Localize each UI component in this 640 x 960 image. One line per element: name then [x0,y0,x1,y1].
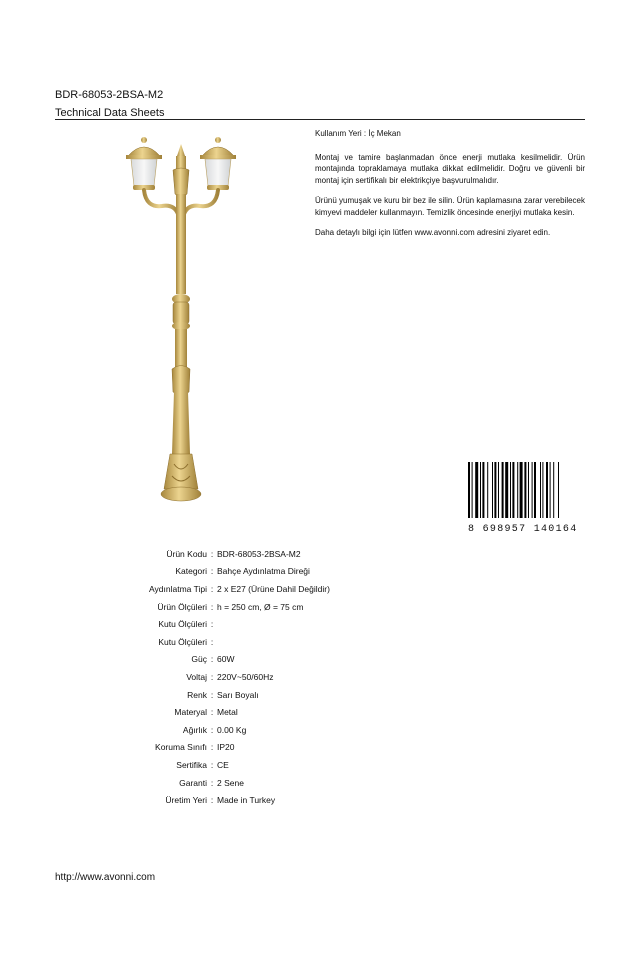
spec-key: Kutu Ölçüleri [158,619,207,630]
usage-location: Kullanım Yeri : İç Mekan [315,129,401,138]
lamp-shaft-lower [172,392,190,454]
spec-separator: : [210,636,214,647]
spec-value: 0.00 Kg [217,724,247,735]
spec-separator: : [210,654,214,665]
lamp-shaft-upper [176,194,186,294]
spec-value: Made in Turkey [217,795,276,806]
spec-row [55,721,555,739]
spec-separator: : [210,795,214,806]
barcode-bar [550,462,551,518]
spec-key: Materyal [174,707,207,718]
lamp-base [161,454,201,501]
lamp-post-image [118,134,248,509]
spec-row [55,703,555,721]
spec-key: Güç [191,654,207,665]
spec-key: Üretim Yeri [165,795,207,806]
barcode-bar [502,462,504,518]
safety-paragraph: Montaj ve tamire başlanmadan önce enerji mutlaka kesilmelidir. Ürün montajında topraklamaya mutlaka dikkat edilmelidir. Doğru ve güvenli bir montaj için sertifikalı bir elektrikçiye başvurulmalıdır. [315,152,585,185]
barcode-bar [528,462,529,518]
barcode-bar [498,462,499,518]
footer-url: http://www.avonni.com [55,872,156,883]
spec-key: Ürün Ölçüleri [157,601,207,612]
document-header [55,86,164,122]
barcode-bar [542,462,543,518]
spec-value: Bahçe Aydınlatma Direği [217,566,310,577]
barcode-bar [534,462,536,518]
spec-row [55,598,555,616]
spec-row [55,545,555,563]
spec-key: Renk [187,689,207,700]
usage-info [315,128,585,248]
product-code-title: BDR-68053-2BSA-M2 [55,89,164,101]
spec-value: h = 250 cm, Ø = 75 cm [217,601,304,612]
spec-row [55,774,555,792]
spec-key: Koruma Sınıfı [155,742,207,753]
barcode-bar [524,462,526,518]
spec-value: 2 x E27 (Ürüne Dahil Değildir) [217,583,330,594]
barcode-bar [482,462,484,518]
spec-row [55,563,555,581]
spec-separator: : [210,566,214,577]
barcode-bar [512,462,514,518]
spec-separator: : [210,583,214,594]
barcode-bar [546,462,548,518]
spec-table [55,545,555,809]
barcode-bar [553,462,554,518]
barcode-bar [520,462,523,518]
barcode-bar [494,462,496,518]
spec-row [55,791,555,809]
spec-key: Ağırlık [182,724,207,735]
spec-separator: : [210,619,214,630]
spec-key: Kategori [175,566,207,577]
spec-separator: : [210,742,214,753]
spec-row [55,739,555,757]
barcode-bar [532,462,533,518]
barcode-bar [475,462,478,518]
spec-key: Kutu Ölçüleri [158,636,207,647]
barcode-bar [505,462,508,518]
barcode-bar [540,462,541,518]
spec-row [55,651,555,669]
document-subtitle: Technical Data Sheets [55,107,165,119]
spec-separator: : [210,671,214,682]
spec-row [55,580,555,598]
barcode-bar [558,462,559,518]
barcode [468,462,585,536]
spec-separator: : [210,777,214,788]
spec-separator: : [210,601,214,612]
spec-value: 60W [217,654,235,665]
spec-key: Ürün Kodu [166,548,207,559]
spec-separator: : [210,707,214,718]
spec-row [55,686,555,704]
spec-key: Aydınlatma Tipi [149,583,207,594]
spec-key: Garanti [179,777,207,788]
spec-separator: : [210,759,214,770]
left-lantern [126,137,162,190]
spec-separator: : [210,689,214,700]
website-paragraph: Daha detaylı bilgi için lütfen www.avonni.com adresini ziyaret edin. [315,228,551,237]
spec-value: BDR-68053-2BSA-M2 [217,548,301,559]
barcode-bar [492,462,493,518]
barcode-bar [468,462,470,518]
barcode-bar [472,462,473,518]
spec-row [55,633,555,651]
spec-key: Sertifika [176,759,207,770]
spec-row [55,756,555,774]
spec-value: IP20 [217,742,235,753]
barcode-bar [517,462,518,518]
spec-separator: : [210,724,214,735]
cleaning-paragraph: Ürünü yumuşak ve kuru bir bez ile silin. Ürün kaplamasına zarar verebilecek kimyevi maddeler kullanmayın. Temizlik öncesinde enerjiyi mutlaka kesin. [315,196,585,217]
spec-row [55,668,555,686]
barcode-number: 8 698957 140164 [468,524,578,535]
header-divider [55,119,585,120]
barcode-bar [510,462,511,518]
spec-key: Voltaj [186,671,207,682]
barcode-bar [480,462,481,518]
barcode-bar [487,462,488,518]
spec-value: Sarı Boyalı [217,689,259,700]
spec-value: CE [217,759,229,770]
spec-value: 2 Sene [217,777,244,788]
spec-row [55,615,555,633]
barcode-bars [468,462,585,518]
spec-value: Metal [217,707,238,718]
right-lantern [200,137,236,190]
spec-value: 220V~50/60Hz [217,671,274,682]
spec-separator: : [210,548,214,559]
